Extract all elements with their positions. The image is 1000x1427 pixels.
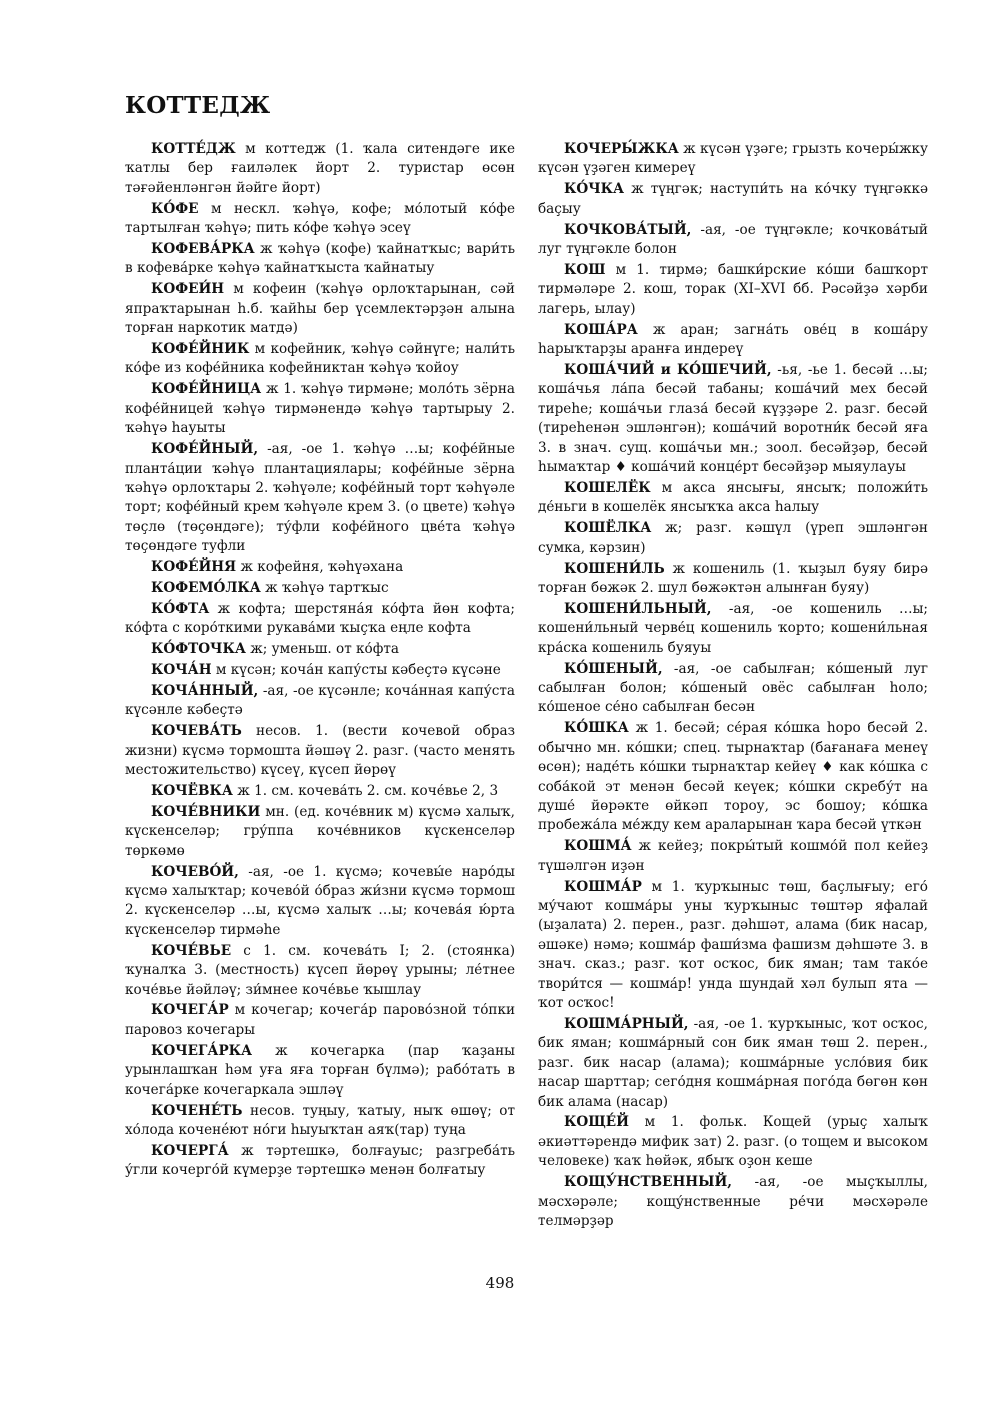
dictionary-entry [125, 661, 515, 680]
entry-body: ж кофейня, ҡәһүәхана [236, 559, 404, 576]
headword: КО́ФЕ [151, 200, 199, 217]
headword: КОШЕНИ́ЛЬ [564, 560, 665, 577]
entry-body: м 1. тирмә; башки́рские ко́ши башҡорт тирмәләре 2. кош, торак (XI–XVI бб. Рәсәйҙә хәрби лагерь, ылау) [538, 261, 928, 317]
entry-body: -ая, -ое күсәнле; коча́нная капу́ста күсәнле кәбеҫтә [125, 682, 515, 719]
entry-body: -ая, -ое 1. күсмә; кочевы́е наро́ды күсмә халыҡтар; кочево́й о́браз жи́зни күсмә тормош 2. күскенселәр …ы, күсмә халыҡ …ы; кочева́я ю́рта күскенселәр тирмәһе [125, 863, 515, 938]
entry-body: ж 1. см. кочева́ть 2. см. коче́вье 2, 3 [232, 783, 499, 799]
dictionary-entry [538, 221, 928, 260]
dictionary-entry [125, 1042, 515, 1100]
dictionary-entry [538, 261, 928, 319]
headword: КО́ШЕНЫЙ, [564, 660, 663, 677]
dictionary-entry [125, 380, 515, 438]
entry-body: несов. туңыу, ҡатыу, ныҡ өшөү; от хо́лода коченéют но́ги һыуыҡтан аяҡ(тар) туңа [125, 1102, 515, 1138]
dictionary-entry [125, 140, 515, 198]
entry-body: м 1. фольк. Кощей (урыҫ халыҡ әкиәттәрендә мифик зат) 2. разг. (о тощем и высоком человеке) ҡаҡ һөйәк, ябыҡ оҙон кеше [538, 1114, 928, 1170]
dictionary-entry [538, 600, 928, 658]
entry-body: ж тәртешкә, болғауыс; разгреба́ть у́гли кочерго́й күмерҙе тәртешкә менән болғатыу [125, 1142, 515, 1179]
headword: КО́ШКА [564, 720, 629, 737]
dictionary-entry [538, 321, 928, 360]
dictionary-entry [125, 803, 515, 861]
entry-body: несов. 1. (вести кочевой образ жизни) күсмә тормошта йәшәү 2. разг. (часто менять местожительство) күсеү, күсеп йөрөү [125, 723, 515, 779]
dictionary-entry [125, 640, 515, 659]
entry-body: -ая, -ое сабылған; ко́шеный луг сабылған болон; ко́шеный овёс сабылған һоло; ко́шеное се́но сабылған бесән [538, 660, 928, 716]
dictionary-entry [125, 1142, 515, 1181]
dictionary-entry [538, 1113, 928, 1171]
headword: КОЩУ́НСТВЕННЫЙ, [564, 1174, 733, 1191]
dictionary-entry [538, 719, 928, 835]
entry-body: м коттедж (1. ҡала ситендәге ике ҡатлы бер ғаиләлек йорт 2. туристар өсөн тәғәйенләнгән йәйге йорт) [125, 141, 515, 196]
dictionary-entry [125, 440, 515, 556]
headword: КО́ФТОЧКА [151, 641, 246, 658]
headword: КОШМА́ [564, 838, 632, 855]
headword: КОЧА́ННЫЙ, [151, 682, 259, 699]
right-column [538, 140, 928, 1233]
dictionary-entry [125, 340, 515, 379]
entry-body: ж; разг. кәшүл (үреп эшләнгән сумка, кәрзин) [538, 520, 928, 556]
headword: КОША́РА [564, 321, 638, 338]
dictionary-entry [125, 579, 515, 598]
headword: КОЩЕ́Й [564, 1114, 629, 1131]
dictionary-entry [538, 180, 928, 219]
headword: КОЧЕ́ВНИКИ [151, 803, 261, 820]
headword: КОФЕ́ЙНЫЙ, [151, 441, 259, 458]
entry-body: ж түңгәк; наступи́ть на ко́чку түңгәккә баҫыу [538, 181, 928, 217]
entry-body: м 1. ҡурҡыныс төш, баҫлығыу; его́ му́чают кошма́ры уны ҡурҡыныс төштәр яфалай (ыҙалата) 2. перен., разг. дәһшәт, алама (бик насар, әшәке) нәмә; кошма́р фаши́зма фашизм дәһшәте 3. в знач. сказ.; разг. ҡот осҡос, бик яман; там тако́е твори́тся — кошма́р! унда шундай хәл булып ята — ҡот осҡос! [538, 878, 928, 1011]
headword: КОЧЕВА́ТЬ [151, 723, 242, 740]
entry-body: ж күсән үҙәге; грызть кочеры́жку күсән үҙәген кимереү [538, 141, 928, 177]
entry-body: -ая, -ое 1. ҡурҡыныс, ҡот осҡос, бик яман; кошма́рный сон бик яман төш 2. перен., разг. бик насар (алама); кошма́рные усло́вия бик насар шарттар; сего́дня кошма́рная пого́да бөгөн көн бик алама (насар) [538, 1015, 928, 1110]
entry-body: м кофейник, ҡәһүә сәйнүге; нали́ть ко́фе из кофе́йника кофейниктан ҡәһүә ҡойоу [125, 341, 515, 377]
headword: КОФЕИ́Н [151, 281, 225, 298]
dictionary-entry [125, 280, 515, 338]
dictionary-entry [538, 560, 928, 599]
dictionary-entry [538, 479, 928, 518]
entry-body: ж 1. ҡәһүә тирмәне; моло́ть зёрна кофе́йницей ҡәһүә тирмәнендә ҡәһүә тартырыу 2. ҡәһүә һауыты [125, 381, 515, 437]
headword: КОФЕВА́РКА [151, 241, 255, 258]
entry-body: ж ҡәһүә (кофе) ҡайнатҡыс; вари́ть в кофева́рке ҡәһүә ҡайнатҡыста ҡайнатыу [125, 241, 515, 277]
dictionary-entry [125, 558, 515, 577]
headword: КОЧЕВО́Й, [151, 863, 239, 880]
dictionary-entry [538, 1173, 928, 1231]
entry-body: с 1. см. кочева́ть I; 2. (стоянка) ҡуналҡа 3. (местность) күсеп йөрөү урыны; ле́тнее коче́вье йәйләү; зи́мнее коче́вье ҡышлау [125, 942, 515, 998]
dictionary-entry [125, 600, 515, 639]
entry-body: м акса янсығы, янсыҡ; положи́ть де́ньги в кошелёк янсыҡҡа акса һалыу [538, 479, 928, 516]
entry-body: ж ҡәһүә тартҡыс [260, 579, 389, 596]
headword: КОША́ЧИЙ и КО́ШЕЧИЙ, [564, 361, 772, 378]
headword: КОШЕНИ́ЛЬНЫЙ, [564, 600, 712, 617]
dictionary-entry [125, 200, 515, 239]
headword: КОШ [564, 261, 606, 278]
dictionary-entry [125, 942, 515, 1000]
headword: КОФЕ́ЙНЯ [151, 559, 237, 576]
headword: КОЧКОВА́ТЫЙ, [564, 221, 692, 238]
entry-body: ж аран; загна́ть ове́ц в коша́ру һарыҡтарҙы аранға индереү [538, 321, 928, 358]
dictionary-entry [538, 1015, 928, 1112]
headword: КОЧЕРГА́ [151, 1142, 229, 1159]
dictionary-entry [538, 660, 928, 718]
headword: КОЧЕРЫ́ЖКА [564, 141, 679, 157]
entry-body: -ья, -ье 1. бесәй …ы; коша́чья ла́па бесәй табаны; коша́чий мех бесәй тиреһе; коша́чьи глаза́ бесәй күҙҙәре 2. разг. бесәй (тиреһенән эшләнгән); коша́чий воротни́к бесәй яға 3. в знач. сущ. коша́чьи мн.; зоол. бесәйҙәр, бесәй һымаҡтар ♦ коша́чий конце́рт бесәйҙәр мыяулауы [538, 361, 928, 475]
page-header: КОТТЕДЖ [125, 92, 271, 119]
dictionary-entry [125, 682, 515, 721]
headword: КОЧЁВКА [151, 783, 233, 799]
entry-body: ж кейеҙ; покры́тый кошмо́й пол кейеҙ түшәлгән иҙән [538, 838, 928, 874]
dictionary-entry [125, 240, 515, 279]
headword: КОЧЕНЕ́ТЬ [151, 1102, 243, 1119]
headword: КОТТЕ́ДЖ [151, 141, 236, 157]
dictionary-entry [125, 1001, 515, 1040]
dictionary-entry [125, 782, 515, 801]
dictionary-entry [125, 722, 515, 780]
entry-body: ж кошениль (1. ҡыҙыл буяу бирә торған бөжәк 2. шул бөжәктән алынған буяу) [538, 560, 928, 596]
dictionary-entry [538, 140, 928, 179]
entry-body: -ая, -ое түңгәкле; кочкова́тый луг түңгәкле болон [538, 221, 928, 258]
headword: КОЧЕГА́РКА [151, 1042, 253, 1059]
dictionary-entry [538, 837, 928, 876]
entry-body: м кочегар; кочега́р парово́зной то́пки паровоз кочегары [125, 1002, 515, 1038]
headword: КОШМА́РНЫЙ, [564, 1015, 689, 1032]
headword: КОФЕМО́ЛКА [151, 579, 261, 596]
entry-body: м күсән; коча́н капу́сты кәбеҫтә күсәне [211, 662, 501, 679]
dictionary-entry [538, 361, 928, 477]
page-number: 498 [485, 1274, 515, 1292]
entry-body: мн. (ед. коче́вник м) күсмә халыҡ, күскенселәр; гру́ппа коче́вников күскенселәр төркөмө [125, 803, 515, 859]
headword: КОШЕЛЁК [564, 479, 651, 496]
headword: КОШМА́Р [564, 878, 642, 895]
entry-body: м нескл. ҡәһүә, кофе; мо́лотый ко́фе тартылған ҡәһүә; пить ко́фе ҡәһүә эсеү [125, 200, 515, 237]
entry-body: ж; уменьш. от ко́фта [245, 641, 399, 658]
left-column [125, 140, 515, 1182]
headword: КОШЁЛКА [564, 520, 652, 537]
entry-body: м кофеин (ҡәһүә орлоҡтарынан, сәй япраҡтарынан һ.б. ҡайһы бер үсемлектәрҙән алына торған наркотик матдә) [125, 281, 515, 337]
headword: КОЧЕ́ВЬЕ [151, 942, 232, 959]
dictionary-entry [538, 519, 928, 558]
entry-body: -ая, -ое 1. ҡәһүә …ы; кофе́йные планта́ции ҡәһүә плантациялары; кофе́йные зёрна ҡәһүә орлоҡтары 2. ҡәһүәле; кофе́йный торт ҡәһүәле торт; кофе́йный крем ҡәһүәле крем 3. (о цвете) ҡәһүә төҫлө (төҫөндәге); ту́фли кофе́йного цве́та ҡәһүә төҫөндәге туфли [125, 441, 515, 555]
entry-body: ж кочегарка (пар ҡаҙаны урынлашҡан һәм уға яға торған бүлмә); рабо́тать в кочега́рке кочегаркала эшләү [125, 1042, 515, 1098]
entry-body: ж кофта; шерстяна́я ко́фта йөн кофта; ко́фта с коро́ткими рукава́ми ҡыҫҡа еңле кофта [125, 600, 515, 637]
headword: КОФЕ́ЙНИЦА [151, 381, 262, 398]
entry-body: -ая, -ое мыҫҡыллы, мәсхәрәле; кощу́нственные ре́чи мәсхәрәле телмәрҙәр [538, 1174, 928, 1229]
dictionary-entry [125, 1102, 515, 1141]
entry-body: ж 1. бесәй; се́рая ко́шка һоро бесәй 2. обычно мн. ко́шки; спец. тырнаҡтар (бағанаға менеү өсөн); наде́ть ко́шки тырнаҡтар кейеү ♦ как ко́шка с соба́кой эт менән бесәй кеүек; ко́шки скребу́т на душе́ йөрәкте өйкәп тороу, эс бошоу; ко́шка пробежа́ла ме́жду кем араларынан ҡара бесәй үткән [538, 720, 928, 834]
dictionary-entry [538, 878, 928, 1014]
headword: КОФЕ́ЙНИК [151, 341, 250, 358]
headword: КО́ЧКА [564, 181, 625, 198]
dictionary-entry [125, 863, 515, 941]
headword: КОЧЕГА́Р [151, 1002, 229, 1019]
headword: КО́ФТА [151, 600, 210, 617]
entry-body: -ая, -ое кошениль …ы; кошени́льный черве́ц кошениль ҡорто; кошени́льная кра́ска кошениль буяуы [538, 600, 928, 656]
headword: КОЧА́Н [151, 662, 212, 679]
